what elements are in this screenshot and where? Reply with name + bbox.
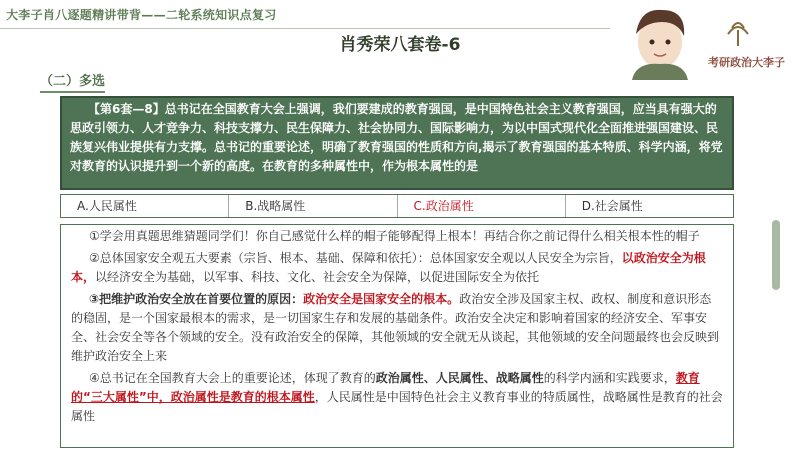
option-d[interactable]: D.社会属性 bbox=[581, 199, 643, 213]
option-b[interactable]: B.战略属性 bbox=[229, 195, 397, 217]
explanation-point-1 bbox=[71, 227, 723, 246]
page-title: 肖秀荣八套卷-6 bbox=[339, 35, 461, 55]
options-row bbox=[60, 194, 734, 218]
explanation-point-4 bbox=[71, 369, 723, 426]
explanation-p3-heading: ③把维护政治安全放在首要位置的原因： bbox=[89, 292, 304, 306]
explanation-p2-text-b: 以经济安全为基础，以军事、科技、文化、社会安全为保障，以促进国际安全为依托 bbox=[95, 270, 540, 284]
section-label: （二）多选 bbox=[40, 70, 105, 93]
explanation-p3-text: 政治安全涉及国家主权、政权、制度和意识形态的稳固，是一个国家最根本的需求，是一切国家生存和发展的基础条件。政治安全决定和影响着国家的经济安全、军事安全、社会安全等各个领域的安全。没有政治安全的保障，其他领域的安全就无从谈起，其他领域的安全问题最终也会反映到维护政治安全上来 bbox=[71, 292, 720, 363]
explanation-p4-bold: 政治属性、人民属性、战略属性 bbox=[375, 371, 544, 385]
option-c-correct[interactable]: C.政治属性 bbox=[398, 195, 566, 217]
explanation-p4-highlight: 教育的“三大属性”中，政治属性是教育的根本属性 bbox=[71, 371, 700, 404]
explanation-p1-text: ①学会用真题思维猜题同学们！你自己感觉什么样的帽子能够配得上根本！再结合你之前记得什么相关根本性的帽子 bbox=[89, 229, 700, 243]
option-a[interactable]: A.人民属性 bbox=[61, 195, 229, 217]
explanation-p4-text-a: ④总书记在全国教育大会上的重要论述，体现了教育的 bbox=[89, 371, 376, 385]
explanation-p2-text-a: ②总体国家安全观五大要素（宗旨、根本、基础、保障和依托）：总体国家安全观以人民安全为宗旨， bbox=[89, 251, 622, 265]
question-stem bbox=[60, 96, 734, 190]
question-text: 【第6套—8】总书记在全国教育大会上强调，我们要建成的教育强国，是中国特色社会主义教育强国，应当具有强大的思政引领力、人才竞争力、科技支撑力、民生保障力、社会协同力、国际影响力，为以中国式现代化全面推进强国建设、民族复兴伟业提供有力支撑。总书记的重要论述，明确了教育强国的性质和方向,揭示了教育强国的基本特质、科学内涵，将党对教育的认识提升到一个新的高度。在教育的多种属性中，作为根本属性的是 bbox=[70, 102, 723, 173]
explanation-point-2 bbox=[71, 249, 723, 287]
explanation-p3-highlight: 政治安全是国家安全的根本。 bbox=[303, 292, 460, 306]
explanation-p2-highlight: 以政治安全为根本， bbox=[71, 251, 706, 284]
logo-text: 考研政治大李子 bbox=[708, 56, 785, 69]
scrollbar-handle[interactable] bbox=[772, 220, 780, 290]
header-title: 大李子肖八逐题精讲带背——二轮系统知识点复习 bbox=[6, 8, 277, 22]
explanation-box bbox=[60, 224, 734, 448]
explanation-p4-text-c: ，人民属性是中国特色社会主义教育事业的特质属性，战略属性是教育的社会属性 bbox=[71, 390, 723, 423]
explanation-point-3 bbox=[71, 290, 723, 366]
explanation-p4-text-b: 的科学内涵和实践要求， bbox=[543, 371, 676, 385]
